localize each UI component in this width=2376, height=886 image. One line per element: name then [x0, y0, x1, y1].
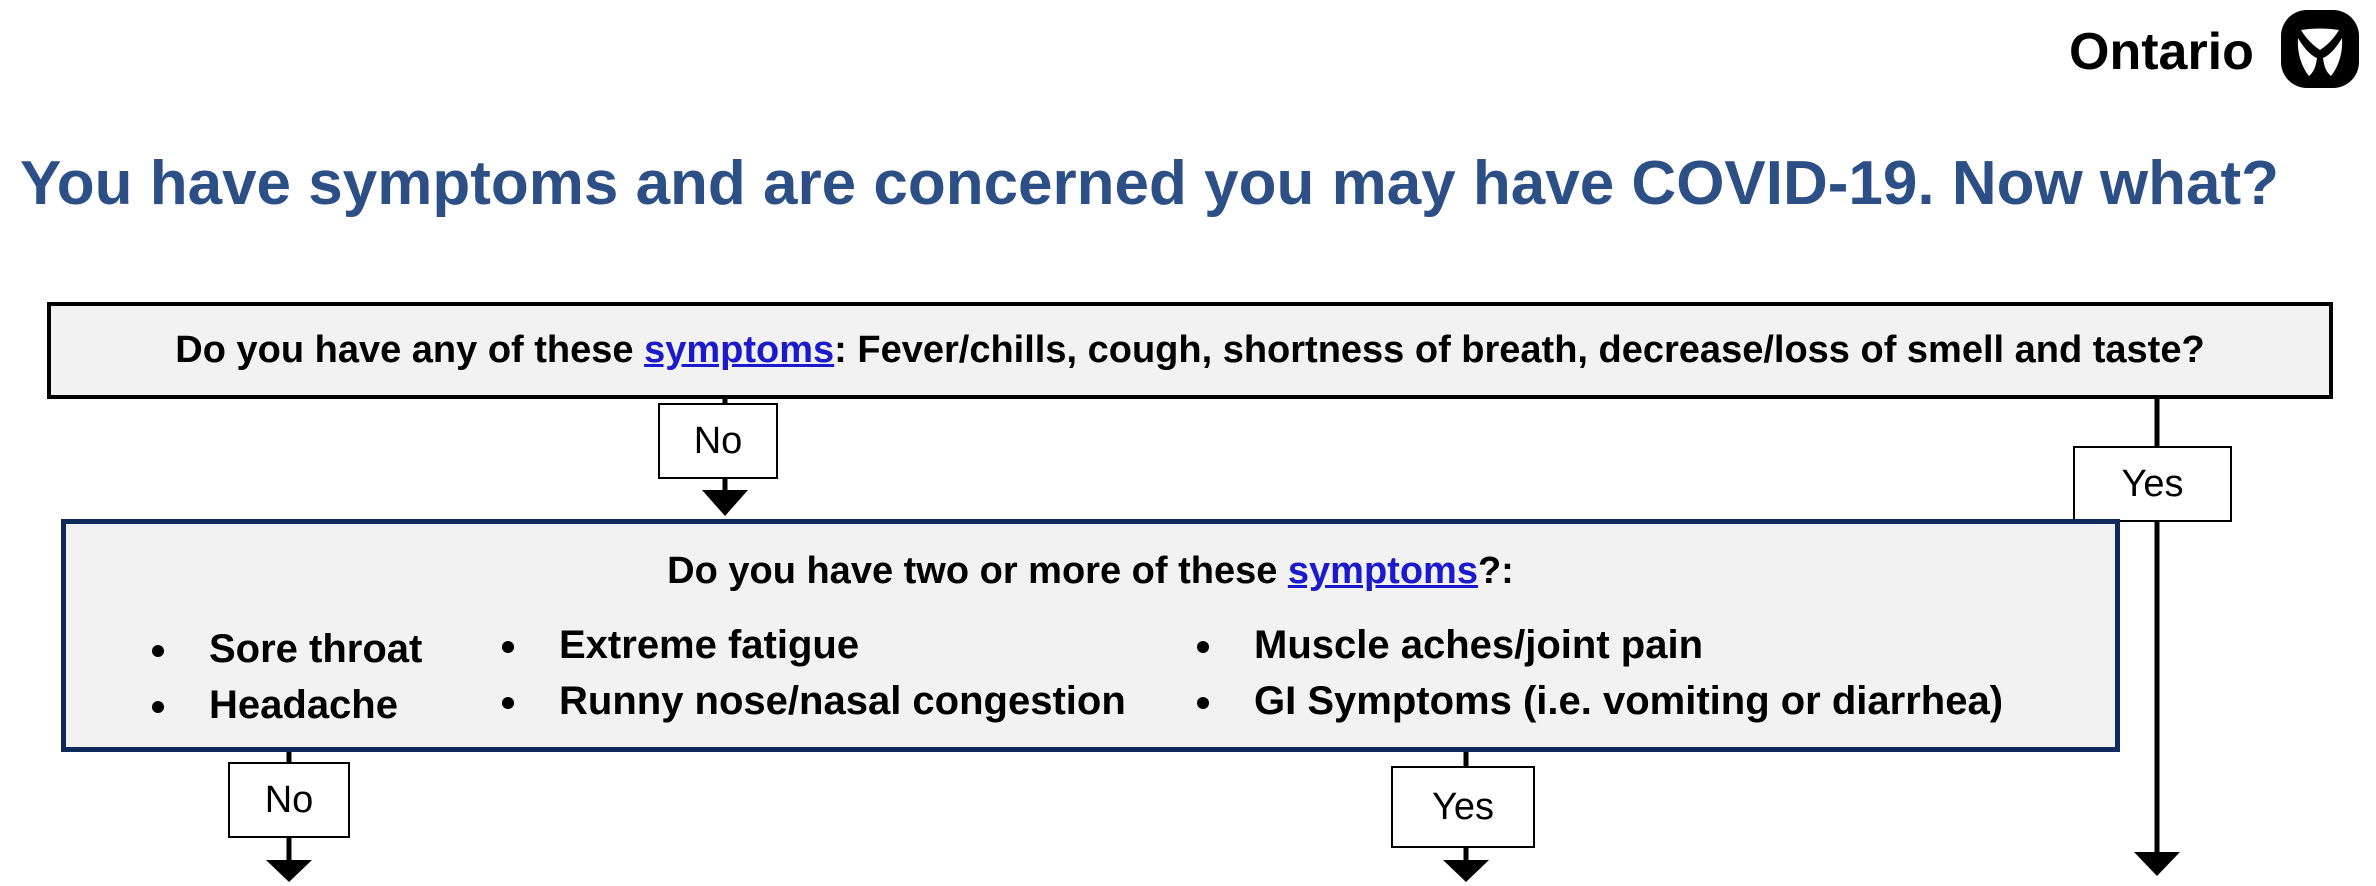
- symptom-column-2: [502, 617, 1126, 729]
- question-box-1: [47, 302, 2333, 399]
- symptom-column-3: [1197, 617, 2003, 729]
- q2-yes-label: Yes: [1391, 766, 1535, 848]
- symptom-item: Muscle aches/joint pain: [1197, 617, 2003, 673]
- question-box-2: [61, 519, 2120, 752]
- question-2-prefix: Do you have two or more of these: [667, 550, 1288, 592]
- q1-no-label: No: [658, 403, 778, 479]
- page-title: You have symptoms and are concerned you may have COVID-19. Now what?: [20, 149, 2280, 218]
- q2-yes-arrowhead: [1443, 860, 1489, 882]
- q1-no-arrowhead: [702, 490, 748, 516]
- logo-text: Ontario: [2069, 23, 2254, 81]
- symptom-column-1: [152, 621, 422, 733]
- ontario-logo: [2069, 10, 2359, 90]
- q1-yes-label: Yes: [2073, 446, 2232, 522]
- symptom-item: Headache: [152, 677, 422, 733]
- q1-yes-arrowhead: [2134, 852, 2180, 876]
- q2-no-arrowhead: [266, 860, 312, 882]
- question-2-suffix: ?:: [1477, 550, 1514, 592]
- q2-no-label: No: [228, 762, 350, 838]
- symptom-item: GI Symptoms (i.e. vomiting or diarrhea): [1197, 673, 2003, 729]
- ontario-trillium-icon: [2281, 10, 2359, 88]
- symptoms-link-1[interactable]: symptoms: [644, 329, 835, 371]
- question-1-suffix: : Fever/chills, cough, shortness of breath, decrease/loss of smell and taste?: [834, 329, 2205, 371]
- symptoms-link-2[interactable]: symptoms: [1287, 550, 1478, 592]
- question-1-prefix: Do you have any of these: [175, 329, 645, 371]
- symptom-item: Extreme fatigue: [502, 617, 1126, 673]
- symptom-item: Runny nose/nasal congestion: [502, 673, 1126, 729]
- question-1-text: [175, 329, 2204, 372]
- question-2-text: [66, 550, 2115, 593]
- symptom-item: Sore throat: [152, 621, 422, 677]
